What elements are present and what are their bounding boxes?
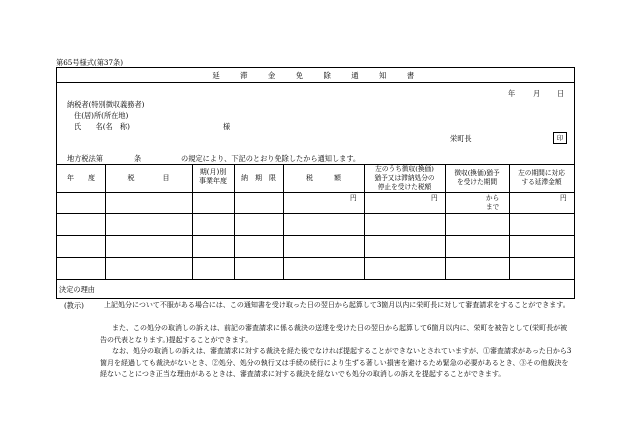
unit-yen-deferred: 円 <box>431 194 438 202</box>
header-year: 年 度 <box>67 174 95 182</box>
law-article: 条 <box>134 154 142 163</box>
law-prefix: 地方税法第 <box>67 154 103 163</box>
header-due-date: 納 期 限 <box>241 174 276 182</box>
notice-paragraph-2 <box>100 323 572 346</box>
notice-paragraph-3 <box>100 346 572 381</box>
date-day-label: 日 <box>557 89 565 98</box>
notice-paragraph-1-text: 上記処分について不服がある場合には、この通知書を受け取った日の翌日から起算して3箇月以内に栄町長に対して審査請求をすることができます。 <box>104 301 570 309</box>
header-late-fee <box>509 169 574 187</box>
law-suffix: の規定により、下記のとおり免除したから通知します。 <box>181 154 361 163</box>
row-line-2 <box>57 235 574 236</box>
table-top-line <box>57 164 574 165</box>
notice-paragraph-1 <box>104 300 572 312</box>
header-tax-item: 税 目 <box>127 174 170 182</box>
header-deferred-line2: 猶予又は滞納処分の <box>374 174 435 182</box>
table-header-line <box>57 192 574 193</box>
row-line-3 <box>57 257 574 258</box>
date-year-label: 年 <box>508 89 516 98</box>
honorific: 様 <box>223 122 231 131</box>
grace-from: から <box>486 194 500 202</box>
row-line-4 <box>57 279 574 280</box>
grace-to: まで <box>486 203 500 211</box>
address-label: 住(居)所(所在地) <box>74 111 129 120</box>
issuer-mayor: 栄町長 <box>450 134 472 143</box>
header-grace-period <box>445 169 509 187</box>
unit-yen-amount: 円 <box>350 194 357 202</box>
notice-label: (教示) <box>64 301 84 310</box>
header-late-fee-line1: 左の期間に対応 <box>518 169 565 177</box>
header-tax-amount: 税 額 <box>306 174 341 182</box>
header-period <box>192 168 234 186</box>
form-title: 延 滞 金 免 除 通 知 書 <box>212 71 421 80</box>
header-deferred-line3: 停止を受けた税額 <box>377 183 432 191</box>
header-deferred-amount <box>364 165 445 192</box>
name-label: 氏 名(名 称) <box>74 122 130 131</box>
unit-yen-late-fee: 円 <box>560 194 567 202</box>
header-period-line2: 事業年度 <box>199 177 227 185</box>
form-number: 第65号様式(第37条) <box>56 58 124 67</box>
seal-mark: 印 <box>553 132 567 144</box>
notice-paragraph-2-text: また、この処分の取消しの訴えは、前記の審査請求に係る裁決の送達を受けた日の翌日から起算して6箇月以内に、栄町を被告として(栄町長が被告の代表となります。)提起することができます。 <box>100 324 568 344</box>
reason-label: 決定の理由 <box>59 285 95 294</box>
header-period-line1: 期(月)別 <box>199 168 227 176</box>
notice-form <box>56 67 575 299</box>
taxpayer-label: 納税者(特別徴収義務者) <box>67 100 145 109</box>
header-deferred-line1: 左のうち徴収(換価) <box>375 165 434 173</box>
date-month-label: 月 <box>533 89 541 98</box>
header-grace-line1: 徴収(換価)猶予 <box>454 169 500 177</box>
row-line-1 <box>57 213 574 214</box>
header-grace-line2: を受けた期間 <box>456 178 498 186</box>
title-divider <box>57 82 574 83</box>
header-late-fee-line2: する延滞金額 <box>521 178 562 186</box>
notice-paragraph-3-text: なお、処分の取消しの訴えは、審査請求に対する裁決を経た後でなければ提起することができないとされていますが、①審査請求があった日から3箇月を経過しても裁決がないとき、②処分、処分の執行又は手続の続行により生ずる著しい損害を避けるため緊急の必要があるとき、③その他裁決を経ないことにつき正当な理由があるときは、審査請求に対する裁決を経ないでも処分の取消しの訴えを提起することができます。 <box>100 347 572 378</box>
